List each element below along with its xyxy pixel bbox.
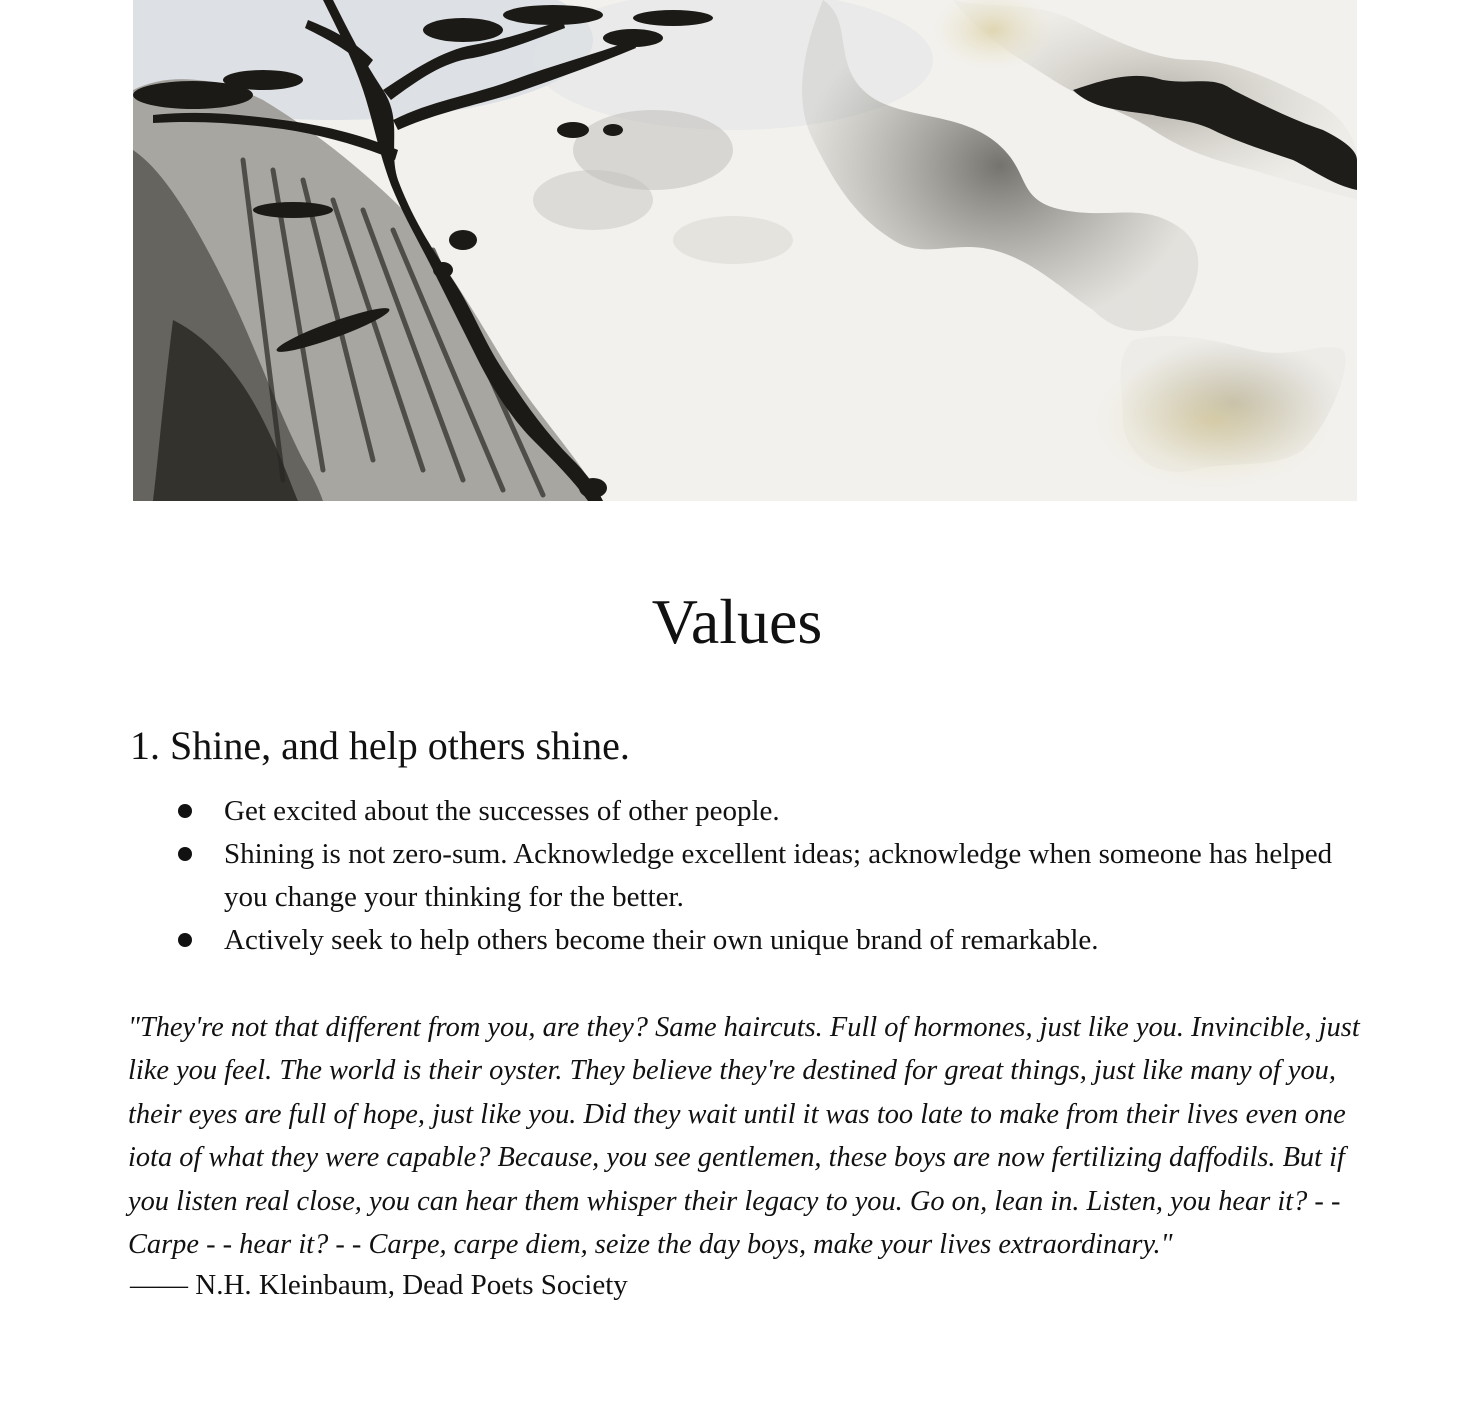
- values-bullet-list: [130, 790, 1360, 962]
- quote-attribution: —— N.H. Kleinbaum, Dead Poets Society: [130, 1269, 628, 1301]
- bullet-icon: [178, 933, 192, 947]
- list-item: [130, 919, 1360, 962]
- list-item-text: Shining is not zero-sum. Acknowledge excellent ideas; acknowledge when someone has helped you change your thinking for the better.: [224, 838, 1333, 913]
- quote-text: "They're not that different from you, are they? Same haircuts. Full of hormones, just like you. Invincible, just like you feel. The world is their oyster. They believe they're destined for great things, just like many of you, their eyes are full of hope, just like you. Did they wait until it was too late to make from their lives even one iota of what they were capable? Because, you see gentlemen, these boys are now fertilizing daffodils. But if you listen real close, you can hear them whisper their legacy to you. Go on, lean in. Listen, you hear it? - - Carpe - - hear it? - - Carpe, carpe diem, seize the day boys, make your lives extraordinary.": [128, 1012, 1360, 1261]
- page-title: Values: [651, 586, 823, 657]
- list-item: [130, 833, 1360, 919]
- list-item-text: Actively seek to help others become their own unique brand of remarkable.: [224, 924, 1099, 956]
- ink-wash-landscape-painting: [133, 0, 1357, 501]
- hero-image: [133, 0, 1357, 501]
- section-heading: 1. Shine, and help others shine.: [130, 723, 630, 768]
- list-item: [130, 790, 1360, 833]
- bullet-icon: [178, 847, 192, 861]
- bullet-icon: [178, 804, 192, 818]
- list-item-text: Get excited about the successes of other people.: [224, 795, 780, 827]
